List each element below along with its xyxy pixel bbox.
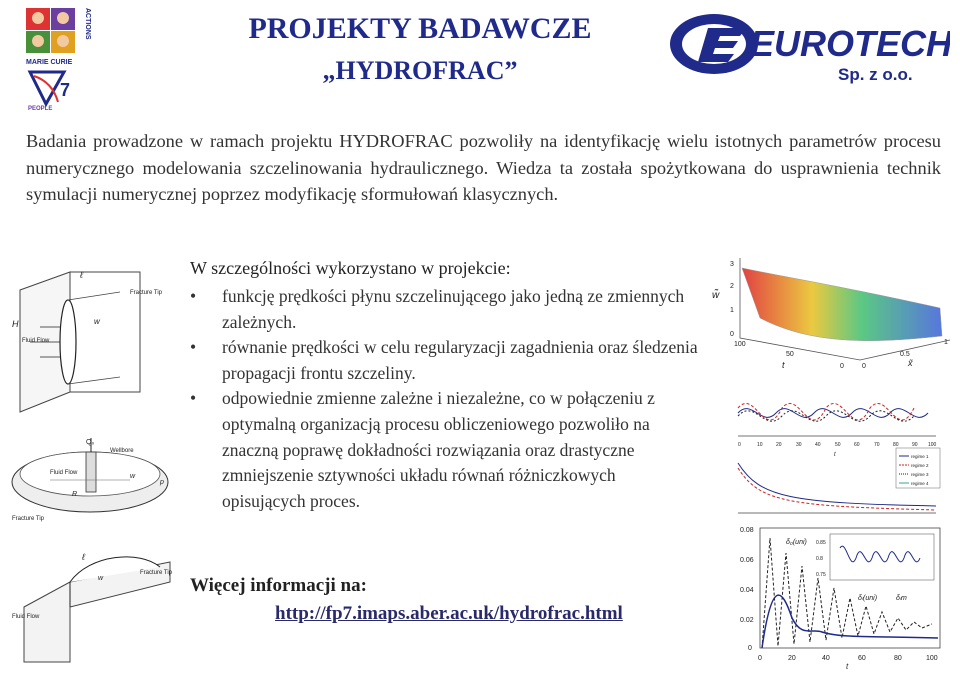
fracture-diagram-plane — [12, 270, 163, 412]
svg-text:regime 2: regime 2 — [911, 463, 929, 468]
svg-text:w: w — [130, 473, 136, 480]
svg-text:2: 2 — [730, 283, 734, 290]
svg-text:0.06: 0.06 — [740, 557, 754, 564]
svg-text:Fracture Tip: Fracture Tip — [130, 290, 163, 296]
page-title: PROJEKTY BADAWCZE — [248, 12, 592, 45]
svg-text:w: w — [98, 575, 104, 582]
svg-text:0: 0 — [840, 363, 844, 370]
bullet-icon: • — [190, 337, 197, 358]
svg-text:δ₀(uni): δ₀(uni) — [786, 539, 807, 546]
svg-text:0.02: 0.02 — [740, 617, 754, 624]
svg-text:0.85: 0.85 — [816, 540, 826, 546]
plots — [700, 248, 956, 670]
svg-text:δₗm: δₗm — [896, 595, 907, 602]
intro-paragraph: Badania prowadzone w ramach projektu HYDROFRAC pozwoliły na identyfikację wielu istotnych parametrów procesu numerycznego modelowania szczelinowania hydraulicznego. Wiedza ta została spożytkowana do usprawnienia technik symulacji numerycznej poprzez modyfikację sformułowań klasycznych. — [26, 131, 941, 204]
svg-text:Fracture Tip: Fracture Tip — [140, 570, 173, 576]
svg-text:30: 30 — [796, 442, 802, 448]
svg-text:t: t — [782, 360, 785, 370]
svg-text:60: 60 — [858, 655, 866, 662]
svg-text:x̃: x̃ — [908, 358, 913, 368]
list-item: • odpowiednie zmienne zależne i niezależne, co w połączeniu z optymalną organizacją procesu obliczeniowego pozwoliło na znaczną poprawę dokładności rozwiązania oraz drastyczne zmniejszenie sztywności układu równań różniczkowych opisujących proces. — [190, 388, 655, 511]
svg-text:Q₀: Q₀ — [86, 439, 95, 446]
svg-text:3: 3 — [730, 261, 734, 268]
svg-text:60: 60 — [854, 442, 860, 448]
more-info-heading: Więcej informacji na: — [190, 575, 367, 596]
svg-text:50: 50 — [786, 351, 794, 358]
project-link[interactable]: http://fp7.imaps.aber.ac.uk/hydrofrac.html — [275, 603, 623, 624]
svg-text:90: 90 — [912, 442, 918, 448]
fracture-diagram-radial — [12, 438, 168, 522]
svg-text:0.8: 0.8 — [816, 556, 823, 562]
bullet-icon: • — [190, 388, 197, 409]
svg-text:80: 80 — [893, 442, 899, 448]
svg-text:p: p — [160, 479, 164, 486]
svg-text:10: 10 — [757, 442, 763, 448]
svg-text:80: 80 — [894, 655, 902, 662]
svg-text:w: w — [94, 317, 100, 326]
svg-text:20: 20 — [776, 442, 782, 448]
svg-text:δₗ(uni): δₗ(uni) — [858, 595, 878, 602]
svg-text:t: t — [834, 452, 836, 458]
svg-text:w̃: w̃ — [712, 290, 720, 301]
svg-text:70: 70 — [874, 442, 880, 448]
svg-text:H: H — [12, 319, 19, 329]
svg-text:regime 3: regime 3 — [911, 472, 929, 477]
fracture-diagram-kgd — [12, 552, 173, 662]
svg-text:PEOPLE: PEOPLE — [28, 106, 53, 112]
svg-text:Fracture Tip: Fracture Tip — [12, 516, 45, 522]
list-item: • równanie prędkości w celu regularyzacji zagadnienia oraz śledzenia propagacji frontu szczeliny. — [190, 337, 698, 383]
svg-text:t: t — [846, 662, 849, 670]
decay-plot — [740, 527, 940, 670]
svg-text:0: 0 — [738, 442, 741, 448]
svg-text:0: 0 — [730, 331, 734, 338]
svg-text:40: 40 — [822, 655, 830, 662]
svg-text:regime 1: regime 1 — [911, 454, 929, 459]
svg-text:MARIE CURIE: MARIE CURIE — [26, 59, 73, 66]
bullet-icon: • — [190, 286, 197, 306]
svg-text:100: 100 — [926, 655, 938, 662]
svg-text:Fluid Flow: Fluid Flow — [12, 614, 40, 620]
svg-text:Fluid Flow: Fluid Flow — [50, 470, 78, 476]
surface-plot — [712, 258, 950, 370]
project-name: „HYDROFRAC” — [322, 56, 518, 85]
eurotech-logo — [668, 8, 950, 86]
svg-text:ACTIONS: ACTIONS — [84, 8, 91, 40]
svg-text:Wellbore: Wellbore — [110, 448, 134, 454]
svg-text:7: 7 — [60, 80, 71, 100]
svg-text:ℓ: ℓ — [82, 552, 85, 562]
svg-text:40: 40 — [815, 442, 821, 448]
svg-text:0.5: 0.5 — [900, 351, 910, 358]
svg-text:100: 100 — [734, 341, 746, 348]
svg-text:20: 20 — [788, 655, 796, 662]
svg-text:0.75: 0.75 — [816, 572, 826, 578]
list-item: • funkcję prędkości płynu szczelinującego jako jedną ze zmiennych zależnych. — [190, 286, 685, 332]
bullet-list — [190, 284, 700, 514]
svg-text:regime 4: regime 4 — [911, 481, 929, 486]
svg-text:100: 100 — [928, 442, 937, 448]
svg-text:0.08: 0.08 — [740, 527, 754, 534]
fracture-diagrams — [10, 262, 190, 667]
svg-text:0.04: 0.04 — [740, 587, 754, 594]
svg-text:50: 50 — [835, 442, 841, 448]
svg-text:Sp. z o.o.: Sp. z o.o. — [838, 65, 913, 84]
svg-text:R: R — [72, 491, 78, 498]
svg-text:0: 0 — [758, 655, 762, 662]
svg-text:Fluid Flow: Fluid Flow — [22, 338, 50, 344]
list-heading: W szczególności wykorzystano w projekcie: — [190, 258, 511, 278]
marie-curie-logo — [24, 6, 94, 112]
svg-text:1: 1 — [730, 307, 734, 314]
svg-text:1: 1 — [944, 339, 948, 346]
svg-text:0: 0 — [862, 363, 866, 370]
wave-plot — [738, 403, 940, 513]
svg-text:ℓ: ℓ — [80, 270, 83, 280]
svg-text:EUROTECH: EUROTECH — [750, 23, 950, 64]
svg-text:0: 0 — [748, 645, 752, 652]
